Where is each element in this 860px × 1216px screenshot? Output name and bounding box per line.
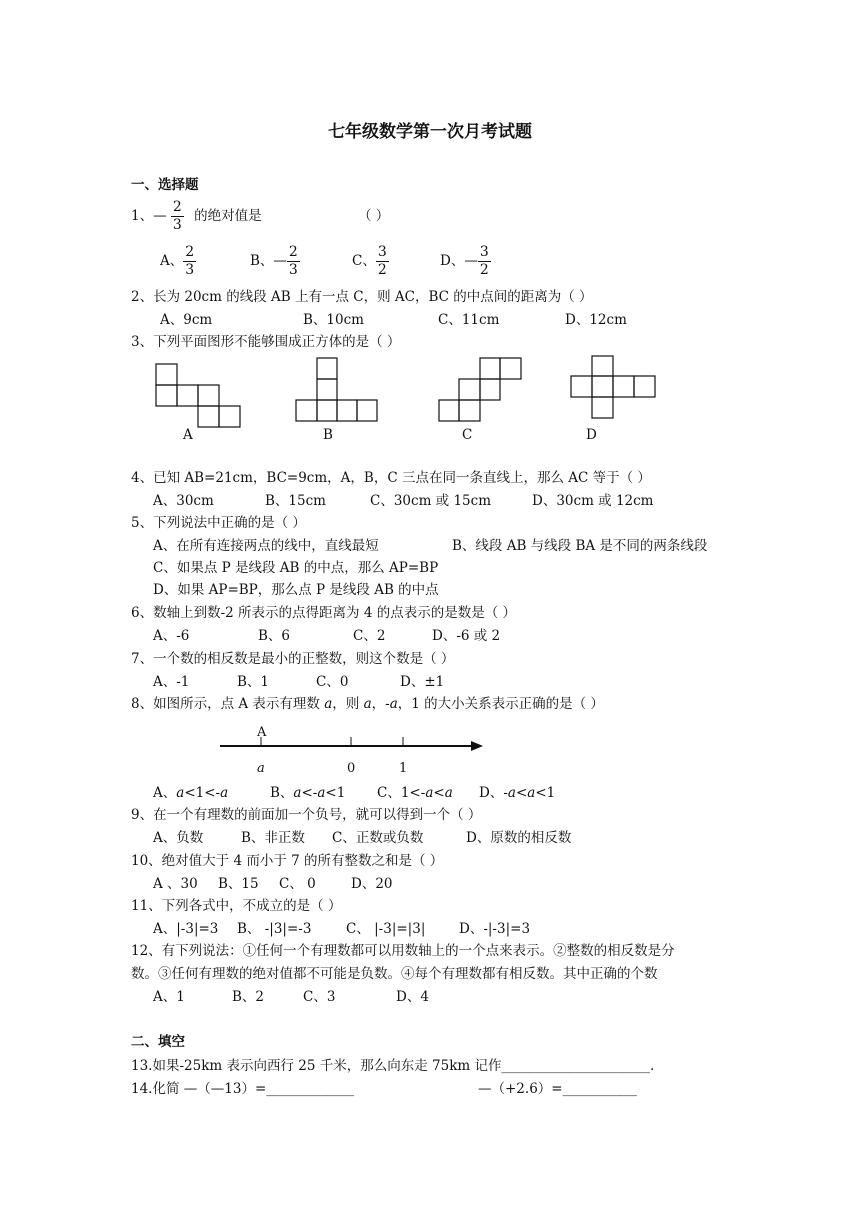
- q1-frac-num: 2: [172, 199, 182, 215]
- q6-option-c: C、2: [353, 628, 386, 644]
- q2-option-a: A、9cm: [160, 312, 213, 328]
- q1-option-c-fraction: [376, 244, 389, 279]
- q5-option-d: D、如果 AP=BP，那么点 P 是线段 AB 的中点: [153, 582, 439, 598]
- q1-option-a: [160, 241, 196, 281]
- q12-option-c: C、3: [303, 989, 336, 1005]
- question-14-part-2: —（+2.6）=___________: [478, 1081, 637, 1097]
- q1-option-b-label: B、: [250, 253, 274, 269]
- q1-option-a-label: A、: [160, 253, 184, 269]
- q3-label-c: C: [462, 427, 473, 443]
- q3-label-d: D: [586, 427, 597, 443]
- q9-option-c: C、正数或负数: [332, 830, 424, 846]
- one-label: 1: [399, 761, 408, 776]
- q1-d-num: 3: [479, 244, 489, 260]
- q7-option-a: A、-1: [153, 674, 190, 690]
- q1-option-a-fraction: [183, 244, 196, 279]
- q5-option-a: A、在所有连接两点的线中，直线最短: [153, 538, 379, 554]
- q8-option-d: D、-a<a<1: [479, 785, 556, 801]
- q1-prefix: 1、—: [131, 208, 167, 224]
- q1-frac-den: 3: [172, 217, 182, 233]
- q1-option-c: [352, 241, 389, 281]
- q8-stem-d: ，1 的大小关系表示正确的是（ ）: [397, 696, 604, 712]
- question-6: 6、数轴上到数-2 所表示的点得距离为 4 的点表示的是数是（ ）: [131, 605, 516, 621]
- question-8: [131, 695, 604, 713]
- question-5: 5、下列说法中正确的是（ ）: [131, 515, 306, 531]
- q6-option-d: D、-6 或 2: [432, 628, 501, 644]
- q12-option-d: D、4: [396, 989, 429, 1005]
- q1-answer-bracket: （ ）: [358, 208, 390, 224]
- q5-option-b: B、线段 AB 与线段 BA 是不同的两条线段: [452, 538, 708, 554]
- q6-option-a: A、-6: [153, 628, 190, 644]
- q9-option-d: D、原数的相反数: [466, 830, 572, 846]
- q1-option-d-sign: —: [464, 253, 478, 269]
- cube-net-figures: [0, 350, 860, 450]
- q8-stem-a: 8、如图所示，点 A 表示有理数: [131, 696, 325, 712]
- cube-net-b: [296, 358, 377, 421]
- number-line-figure: [0, 720, 860, 780]
- question-14-part-1: 14.化简 —（—13）=_____________: [131, 1081, 355, 1097]
- q1-b-num: 2: [288, 244, 298, 260]
- q8-stem-c: ，-: [371, 696, 390, 712]
- q11-option-b: B、 -|3|=-3: [237, 921, 312, 937]
- q1-option-b-sign: —: [273, 253, 287, 269]
- q9-option-b: B、非正数: [241, 830, 305, 846]
- q4-option-d: D、30cm 或 12cm: [532, 493, 654, 509]
- q11-option-a: A、|-3|=3: [153, 921, 219, 937]
- point-a-label: A: [257, 725, 267, 740]
- question-12-line-2: 数。③任何有理数的绝对值都不可能是负数。④每个有理数都有相反数。其中正确的个数: [131, 966, 658, 982]
- question-1: [131, 196, 262, 236]
- q1-d-den: 2: [479, 262, 489, 278]
- q10-option-c: C、 0: [279, 876, 316, 892]
- question-9: 9、在一个有理数的前面加一个负号，就可以得到一个（ ）: [131, 807, 482, 823]
- cube-net-d: [571, 356, 655, 418]
- q10-option-a: A 、30: [153, 876, 198, 892]
- section-heading-fill: 二、填空: [131, 1034, 185, 1050]
- q9-option-a: A、负数: [153, 830, 204, 846]
- q4-option-b: B、15cm: [265, 493, 326, 509]
- q8-option-a: A、a<1<-a: [153, 785, 229, 801]
- q1-a-num: 2: [185, 244, 195, 260]
- question-10: 10、绝对值大于 4 而小于 7 的所有整数之和是（ ）: [131, 853, 444, 869]
- q3-label-a: A: [183, 427, 193, 443]
- q2-option-b: B、10cm: [303, 312, 364, 328]
- question-2: 2、长为 20cm 的线段 AB 上有一点 C，则 AC，BC 的中点间的距离为（ ）: [131, 289, 593, 305]
- question-4: 4、已知 AB=21cm，BC=9cm，A，B，C 三点在同一条直线上，那么 AC 等于（ ）: [131, 470, 651, 486]
- q1-option-d: [440, 241, 491, 281]
- q1-option-b: [250, 241, 300, 281]
- var-a-label: a: [257, 761, 265, 776]
- q1-b-den: 3: [288, 262, 298, 278]
- q1-option-d-label: D、: [440, 253, 465, 269]
- q1-c-den: 2: [377, 262, 387, 278]
- q2-option-c: C、11cm: [438, 312, 500, 328]
- q1-text: 的绝对值是: [194, 208, 262, 224]
- q3-label-b: B: [323, 427, 333, 443]
- zero-label: 0: [347, 761, 356, 776]
- q4-option-c: C、30cm 或 15cm: [370, 493, 491, 509]
- q1-c-num: 3: [377, 244, 387, 260]
- q7-option-b: B、1: [237, 674, 270, 690]
- section-heading-choice: 一、选择题: [131, 177, 199, 193]
- q1-a-den: 3: [185, 262, 195, 278]
- question-7: 7、一个数的相反数是最小的正整数，则这个数是（ ）: [131, 651, 455, 667]
- q6-option-b: B、6: [258, 628, 291, 644]
- q2-option-d: D、12cm: [565, 312, 627, 328]
- q5-option-c: C、如果点 P 是线段 AB 的中点，那么 AP=BP: [153, 560, 439, 576]
- question-13: 13.如果-25km 表示向西行 25 千米，那么向东走 75km 记作______________________.: [131, 1058, 655, 1074]
- question-11: 11、下列各式中，不成立的是（ ）: [131, 898, 342, 914]
- question-12-line-1: 12、有下列说法：①任何一个有理数都可以用数轴上的一个点来表示。②整数的相反数是分: [131, 943, 675, 959]
- q11-option-c: C、 |-3|=|3|: [346, 921, 426, 937]
- q8-var-a3: a: [389, 696, 398, 712]
- q7-option-d: D、±1: [400, 674, 445, 690]
- q8-var-a1: a: [324, 696, 333, 712]
- q11-option-d: D、-|-3|=3: [459, 921, 531, 937]
- cube-net-a: [156, 364, 240, 427]
- q12-option-a: A、1: [153, 989, 185, 1005]
- q8-var-a2: a: [363, 696, 372, 712]
- question-3: 3、下列平面图形不能够围成正方体的是（ ）: [131, 334, 401, 350]
- q8-stem-b: ，则: [332, 696, 364, 712]
- q1-option-c-label: C、: [352, 253, 376, 269]
- arrow-right-icon: [471, 741, 483, 751]
- q8-option-c: C、1<-a<a: [377, 785, 453, 801]
- q7-option-c: C、0: [316, 674, 349, 690]
- q4-option-a: A、30cm: [153, 493, 214, 509]
- cube-net-c: [439, 358, 521, 421]
- q1-option-b-fraction: [287, 244, 300, 279]
- q1-option-d-fraction: [478, 244, 491, 279]
- q1-fraction: [171, 199, 184, 234]
- q10-option-d: D、20: [351, 876, 393, 892]
- q8-option-b: B、a<-a<1: [270, 785, 346, 801]
- q10-option-b: B、15: [218, 876, 259, 892]
- q12-option-b: B、2: [232, 989, 265, 1005]
- page-title: 七年级数学第一次月考试题: [328, 122, 532, 142]
